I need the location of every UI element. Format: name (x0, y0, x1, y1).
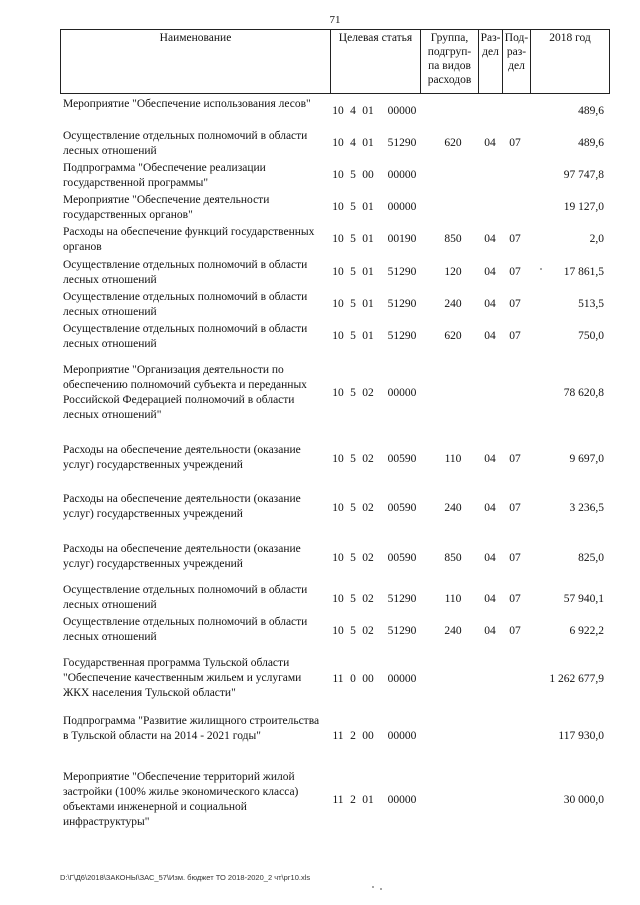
row-razdel: 04 (484, 625, 496, 637)
row-amount: 513,5 (578, 298, 604, 310)
row-amount: 57 940,1 (563, 593, 604, 605)
code-program: 10 (332, 201, 344, 213)
code-direction: 00000 (387, 673, 417, 685)
row-group: 110 (444, 593, 462, 605)
row-name: Мероприятие "Организация деятельности по обеспечению полномочий субъекта и переданных Российской Федерацией полномочий в области лесных отношений" (63, 364, 307, 421)
code-program: 10 (332, 298, 344, 310)
row-podrazdel: 07 (509, 625, 521, 637)
code-event: 02 (362, 593, 374, 605)
row-amount: 489,6 (578, 105, 604, 117)
code-event: 01 (362, 298, 374, 310)
code-direction: 00590 (387, 453, 417, 465)
row-podrazdel: 07 (509, 453, 521, 465)
code-event: 01 (362, 201, 374, 213)
row-name: Государственная программа Тульской области "Обеспечение качественным жильем и услугами ЖКХ населения Тульской области" (63, 657, 302, 699)
code-direction: 00000 (387, 105, 417, 117)
row-razdel: 04 (484, 593, 496, 605)
code-program: 10 (332, 137, 344, 149)
scan-speck (372, 886, 374, 888)
code-program: 10 (332, 387, 344, 399)
row-name: Осуществление отдельных полномочий в области лесных отношений (63, 291, 308, 318)
row-amount: 825,0 (578, 552, 604, 564)
row-razdel: 04 (484, 453, 496, 465)
row-amount: 17 861,5 (563, 266, 604, 278)
row-amount: 1 262 677,9 (549, 673, 604, 685)
header-podrazdel: Под- раз- дел (502, 29, 530, 94)
code-program: 10 (332, 552, 344, 564)
code-event: 02 (362, 387, 374, 399)
code-program: 10 (332, 169, 344, 181)
code-event: 01 (362, 794, 374, 806)
row-name: Мероприятие "Обеспечение использования лесов" (63, 98, 311, 110)
code-direction: 51290 (387, 298, 417, 310)
row-name: Осуществление отдельных полномочий в области лесных отношений (63, 323, 308, 350)
row-amount: 9 697,0 (569, 453, 604, 465)
row-amount: 97 747,8 (563, 169, 604, 181)
code-direction: 00590 (387, 502, 417, 514)
code-event: 00 (362, 730, 374, 742)
scan-speck (540, 268, 542, 270)
code-subprogram: 2 (350, 730, 356, 742)
code-direction: 00000 (387, 169, 417, 181)
code-subprogram: 5 (350, 169, 356, 181)
row-podrazdel: 07 (509, 330, 521, 342)
code-subprogram: 5 (350, 387, 356, 399)
code-event: 02 (362, 552, 374, 564)
row-group: 110 (444, 453, 462, 465)
code-direction: 00000 (387, 201, 417, 213)
code-program: 10 (332, 105, 344, 117)
code-event: 00 (362, 673, 374, 685)
row-podrazdel: 07 (509, 552, 521, 564)
code-subprogram: 5 (350, 593, 356, 605)
code-program: 10 (332, 625, 344, 637)
row-group: 620 (444, 137, 462, 149)
code-subprogram: 4 (350, 105, 356, 117)
code-direction: 51290 (387, 625, 417, 637)
code-event: 02 (362, 502, 374, 514)
header-group: Группа, подгруп- па видов расходов (420, 29, 478, 94)
row-group: 850 (444, 552, 462, 564)
code-direction: 51290 (387, 330, 417, 342)
row-name: Расходы на обеспечение деятельности (оказание услуг) государственных учреждений (63, 493, 301, 520)
row-name: Осуществление отдельных полномочий в области лесных отношений (63, 259, 308, 286)
header-name: Наименование (60, 29, 330, 94)
row-name: Осуществление отдельных полномочий в области лесных отношений (63, 130, 308, 157)
code-event: 01 (362, 105, 374, 117)
code-program: 10 (332, 266, 344, 278)
row-amount: 19 127,0 (563, 201, 604, 213)
code-subprogram: 5 (350, 233, 356, 245)
row-podrazdel: 07 (509, 298, 521, 310)
row-razdel: 04 (484, 502, 496, 514)
header-year: 2018 год (530, 29, 610, 94)
row-razdel: 04 (484, 552, 496, 564)
row-amount: 6 922,2 (569, 625, 604, 637)
code-event: 01 (362, 137, 374, 149)
row-amount: 117 930,0 (558, 730, 604, 742)
code-direction: 00000 (387, 730, 417, 742)
row-amount: 750,0 (578, 330, 604, 342)
code-subprogram: 5 (350, 552, 356, 564)
code-subprogram: 5 (350, 201, 356, 213)
code-program: 11 (332, 794, 344, 806)
code-subprogram: 2 (350, 794, 356, 806)
row-amount: 30 000,0 (563, 794, 604, 806)
row-name: Осуществление отдельных полномочий в области лесных отношений (63, 584, 308, 611)
code-direction: 00000 (387, 794, 417, 806)
code-subprogram: 5 (350, 625, 356, 637)
code-subprogram: 5 (350, 453, 356, 465)
row-name: Расходы на обеспечение деятельности (оказание услуг) государственных учреждений (63, 444, 301, 471)
row-name: Расходы на обеспечение деятельности (оказание услуг) государственных учреждений (63, 543, 301, 570)
row-name: Подпрограмма "Обеспечение реализации государственной программы" (63, 162, 266, 189)
row-podrazdel: 07 (509, 593, 521, 605)
row-group: 120 (444, 266, 462, 278)
row-razdel: 04 (484, 298, 496, 310)
code-direction: 51290 (387, 137, 417, 149)
code-event: 01 (362, 266, 374, 278)
header-razdel: Раз- дел (478, 29, 502, 94)
row-amount: 78 620,8 (563, 387, 604, 399)
row-group: 850 (444, 233, 462, 245)
row-razdel: 04 (484, 330, 496, 342)
row-group: 240 (444, 502, 462, 514)
row-group: 620 (444, 330, 462, 342)
scan-speck (380, 888, 382, 890)
code-subprogram: 0 (350, 673, 356, 685)
code-subprogram: 5 (350, 266, 356, 278)
code-subprogram: 5 (350, 298, 356, 310)
code-program: 10 (332, 330, 344, 342)
row-group: 240 (444, 298, 462, 310)
code-event: 00 (362, 169, 374, 181)
code-program: 10 (332, 593, 344, 605)
code-event: 02 (362, 453, 374, 465)
code-program: 11 (332, 730, 344, 742)
code-direction: 00590 (387, 552, 417, 564)
row-razdel: 04 (484, 266, 496, 278)
row-razdel: 04 (484, 233, 496, 245)
code-event: 02 (362, 625, 374, 637)
header-target: Целевая статья (330, 29, 420, 94)
row-amount: 2,0 (589, 233, 604, 245)
code-program: 10 (332, 233, 344, 245)
row-name: Расходы на обеспечение функций государственных органов (63, 226, 315, 253)
code-event: 01 (362, 330, 374, 342)
row-razdel: 04 (484, 137, 496, 149)
code-program: 11 (332, 673, 344, 685)
row-podrazdel: 07 (509, 266, 521, 278)
row-name: Мероприятие "Обеспечение деятельности государственных органов" (63, 194, 270, 221)
code-direction: 00190 (387, 233, 417, 245)
code-event: 01 (362, 233, 374, 245)
code-subprogram: 5 (350, 502, 356, 514)
code-subprogram: 5 (350, 330, 356, 342)
row-podrazdel: 07 (509, 502, 521, 514)
code-subprogram: 4 (350, 137, 356, 149)
row-group: 240 (444, 625, 462, 637)
row-podrazdel: 07 (509, 233, 521, 245)
row-name: Подпрограмма "Развитие жилищного строительства в Тульской области на 2014 - 2021 годы" (63, 715, 320, 742)
row-amount: 489,6 (578, 137, 604, 149)
row-name: Осуществление отдельных полномочий в области лесных отношений (63, 616, 308, 643)
code-program: 10 (332, 502, 344, 514)
row-podrazdel: 07 (509, 137, 521, 149)
page-number: 71 (329, 14, 341, 26)
code-direction: 51290 (387, 266, 417, 278)
code-direction: 00000 (387, 387, 417, 399)
code-direction: 51290 (387, 593, 417, 605)
footer-file-path: D:\Г\Д6\2018\ЗАКОНЫ\ЗАС_57\Изм. бюджет ТО 2018-2020_2 чт\рг10.xls (60, 873, 311, 882)
row-name: Мероприятие "Обеспечение территорий жилой застройки (100% жилье экономического класса) объектами инженерной и социальной инфраструктуры" (63, 771, 299, 828)
row-amount: 3 236,5 (569, 502, 604, 514)
code-program: 10 (332, 453, 344, 465)
